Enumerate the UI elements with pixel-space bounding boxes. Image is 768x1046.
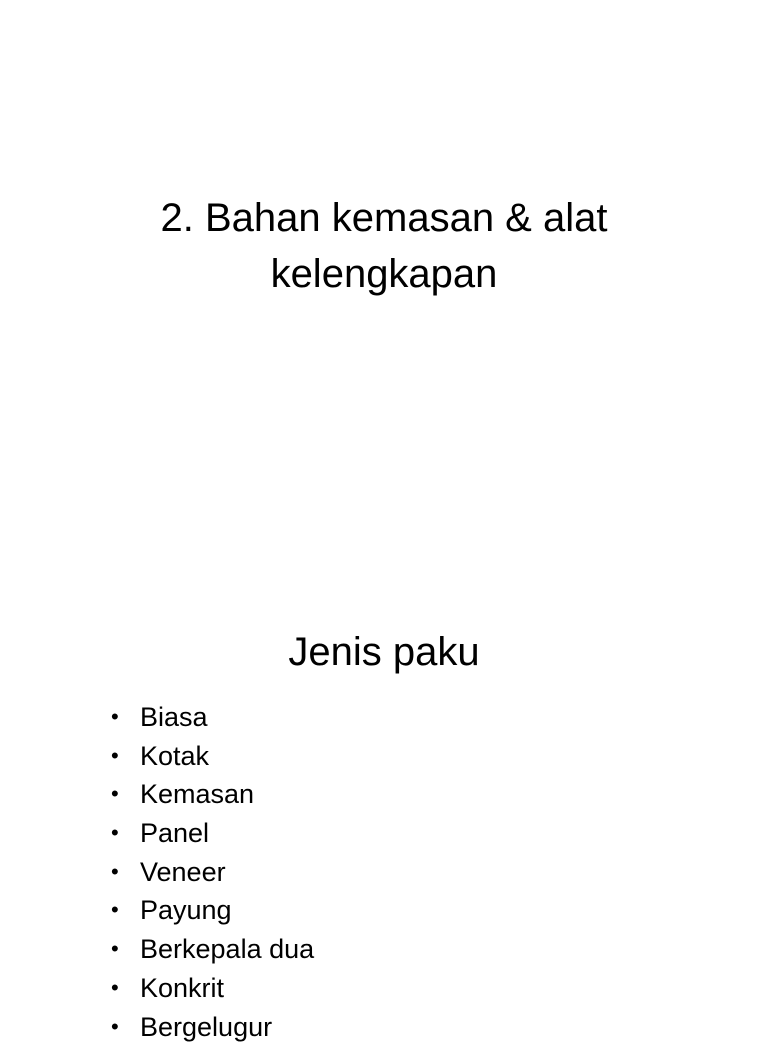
bullet-icon: •: [111, 891, 119, 930]
list-item-label: Panel: [140, 818, 209, 848]
bullet-icon: •: [111, 775, 119, 814]
list-item-label: Berkepala dua: [140, 934, 314, 964]
list-item: [111, 775, 314, 814]
list-item-label: Kotak: [140, 741, 209, 771]
bullet-icon: •: [111, 814, 119, 853]
list-item-label: Payung: [140, 895, 232, 925]
list-item: [111, 930, 314, 969]
slide-title: [0, 190, 768, 302]
bullet-icon: •: [111, 930, 119, 969]
list-item: [111, 814, 314, 853]
list-item: [111, 969, 314, 1008]
bullet-icon: •: [111, 698, 119, 737]
bullet-icon: •: [111, 1008, 119, 1046]
bullet-icon: •: [111, 969, 119, 1008]
list-item: [111, 1008, 314, 1046]
list-item-label: Kemasan: [140, 779, 254, 809]
list-item-label: Konkrit: [140, 973, 224, 1003]
slide-title-line: kelengkapan: [0, 246, 768, 302]
slide-title: Jenis paku: [0, 624, 768, 680]
bullet-list: [111, 698, 314, 1046]
bullet-icon: •: [111, 853, 119, 892]
list-item: [111, 853, 314, 892]
slide-2: [0, 576, 768, 1024]
list-item-label: Veneer: [140, 857, 226, 887]
list-item: [111, 891, 314, 930]
list-item-label: Bergelugur: [140, 1012, 272, 1042]
list-item-label: Biasa: [140, 702, 208, 732]
slide-title-line: 2. Bahan kemasan & alat: [0, 190, 768, 246]
list-item: [111, 698, 314, 737]
bullet-icon: •: [111, 737, 119, 776]
list-item: [111, 737, 314, 776]
